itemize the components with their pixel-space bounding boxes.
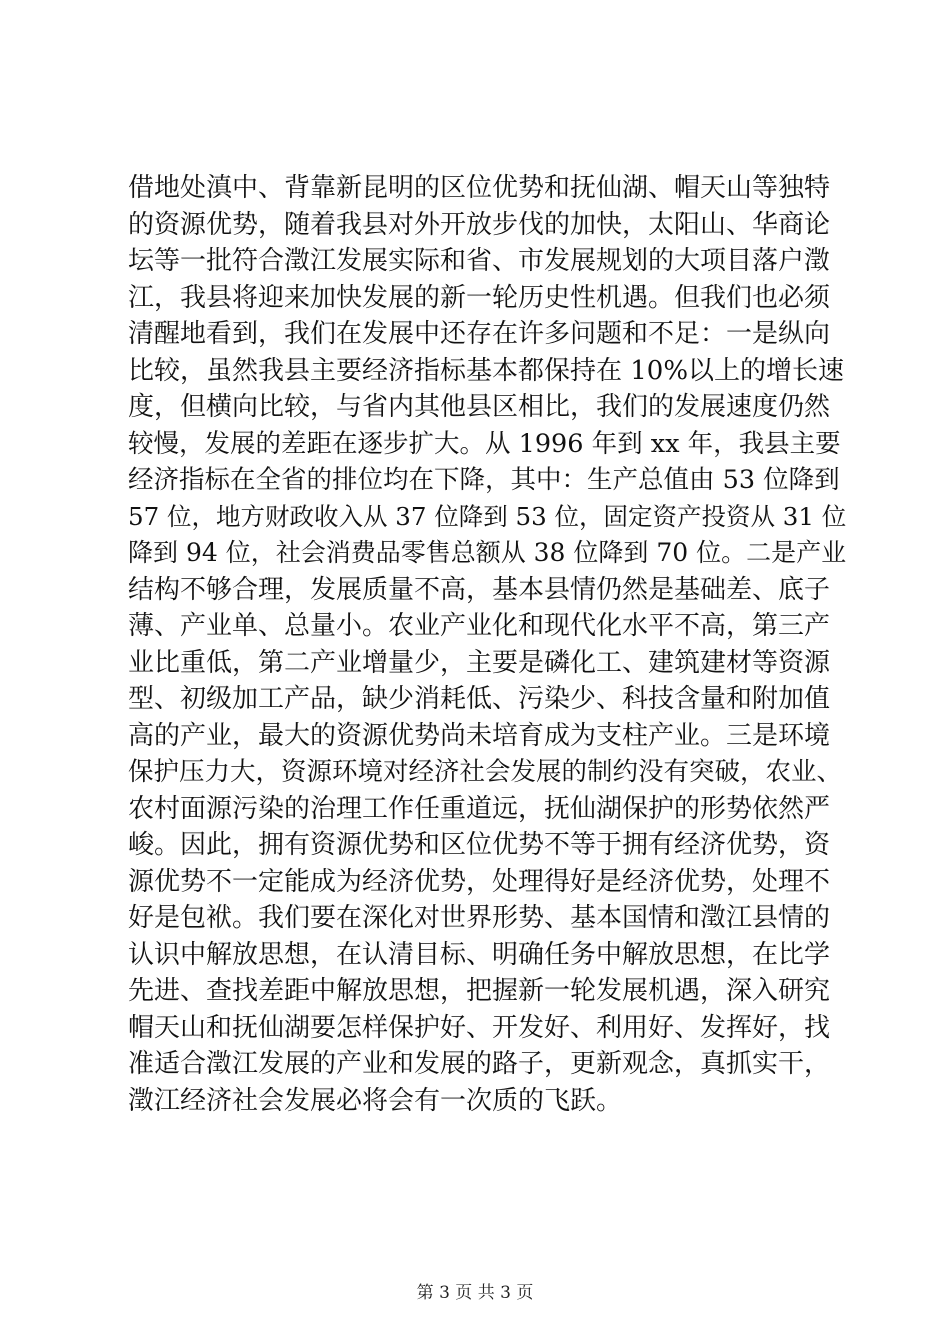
text-line: 业比重低，第二产业增量少，主要是磷化工、建筑建材等资源 (128, 647, 831, 678)
text-line: 江，我县将迎来加快发展的新一轮历史性机遇。但我们也必须 (128, 282, 831, 313)
text-line: 借地处滇中、背靠新昆明的区位优势和抚仙湖、帽天山等独特 (128, 173, 831, 203)
text-line: 认识中解放思想，在认清目标、明确任务中解放思想，在比学 (128, 939, 831, 970)
text-line: 澂江经济社会发展必将会有一次质的飞跃。 (128, 1085, 623, 1116)
text-line: 源优势不一定能成为经济优势，处理得好是经济优势，处理不 (128, 866, 831, 897)
body-paragraph (128, 170, 848, 1119)
text-line: 帽天山和抚仙湖要怎样保护好、开发好、利用好、发挥好，找 (128, 1012, 831, 1043)
text-line: 比较，虽然我县主要经济指标基本都保持在 10%以上的增长速 (128, 355, 845, 386)
text-line: 好是包袱。我们要在深化对世界形势、基本国情和澂江县情的 (128, 903, 831, 933)
text-line: 峻。因此，拥有资源优势和区位优势不等于拥有经济优势，资 (128, 830, 831, 860)
text-line: 降到 94 位，社会消费品零售总额从 38 位降到 70 位。二是产业 (128, 538, 847, 567)
text-line: 准适合澂江发展的产业和发展的路子，更新观念，真抓实干， (128, 1049, 831, 1079)
text-line: 薄、产业单、总量小。农业产业化和现代化水平不高，第三产 (128, 611, 831, 641)
text-line: 先进、查找差距中解放思想，把握新一轮发展机遇，深入研究 (128, 976, 831, 1006)
text-line: 型、初级加工产品，缺少消耗低、污染少、科技含量和附加值 (128, 684, 831, 714)
text-line: 57 位，地方财政收入从 37 位降到 53 位，固定资产投资从 31 位 (128, 501, 847, 531)
text-line: 农村面源污染的治理工作任重道远，抚仙湖保护的形势依然严 (128, 793, 831, 824)
text-line: 经济指标在全省的排位均在下降，其中：生产总值由 53 位降到 (128, 465, 840, 495)
text-line: 坛等一批符合澂江发展实际和省、市发展规划的大项目落户澂 (128, 246, 831, 276)
text-line: 高的产业，最大的资源优势尚未培育成为支柱产业。三是环境 (128, 720, 831, 751)
page-number-footer: 第 3 页 共 3 页 (416, 1283, 534, 1303)
text-line: 度，但横向比较，与省内其他县区相比，我们的发展速度仍然 (128, 392, 831, 422)
text-line: 结构不够合理，发展质量不高，基本县情仍然是基础差、底子 (128, 574, 831, 605)
text-line: 较慢，发展的差距在逐步扩大。从 1996 年到 xx 年，我县主要 (128, 428, 841, 459)
text-line: 清醒地看到，我们在发展中还存在许多问题和不足：一是纵向 (128, 319, 831, 349)
text-line: 保护压力大，资源环境对经济社会发展的制约没有突破，农业、 (128, 757, 843, 787)
text-line: 的资源优势，随着我县对外开放步伐的加快，太阳山、华商论 (128, 209, 831, 240)
